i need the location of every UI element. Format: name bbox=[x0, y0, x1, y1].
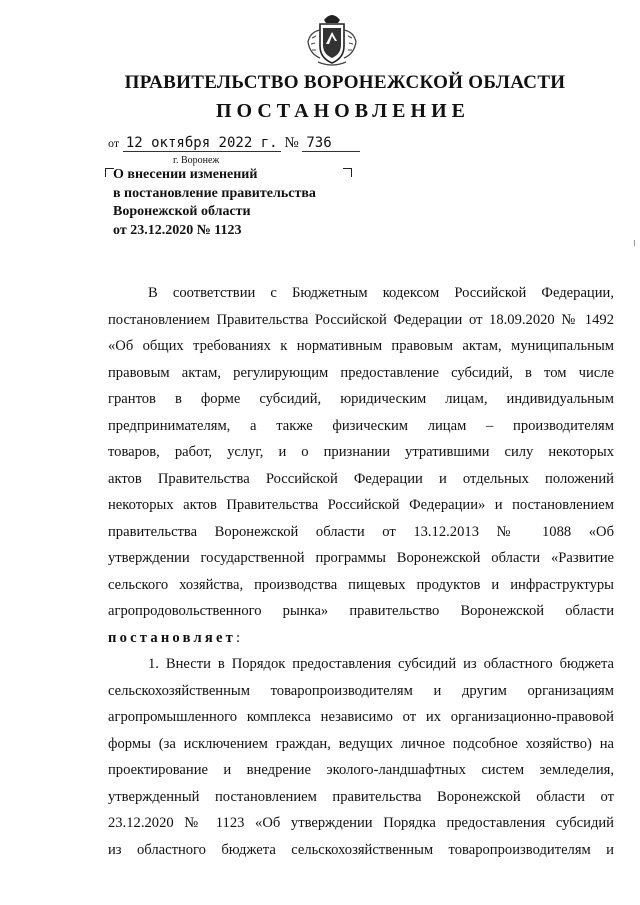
subject-line: от 23.12.2020 № 1123 bbox=[113, 222, 242, 238]
subject-line: О внесении изменений bbox=[113, 167, 258, 182]
document-type: ПОСТАНОВЛЕНИЕ bbox=[216, 100, 470, 122]
body-line: правительства Воронежской области от 13.12.2013 № 1088 «Об bbox=[108, 523, 614, 540]
body-line: товаров, работ, услуг, и о признании утратившими силу некоторых bbox=[108, 444, 614, 460]
body-line: 23.12.2020 № 1123 «Об утверждении Порядка предоставления субсидий bbox=[108, 815, 614, 831]
city-label: г. Воронеж bbox=[173, 155, 220, 166]
document-number: 736 bbox=[302, 135, 360, 152]
document-date: 12 октября 2022 г. bbox=[123, 135, 281, 152]
scan-edge-mark bbox=[634, 240, 635, 246]
subject-block bbox=[113, 166, 348, 240]
number-prefix: № bbox=[284, 135, 299, 151]
body-line: формы (за исключением граждан, ведущих личное подсобное хозяйство) на bbox=[108, 735, 614, 752]
body-line: правовым актам, регулирующим предоставление субсидий, в том числе bbox=[108, 364, 614, 381]
body-line: «Об общих требованиях к нормативным правовым актам, муниципальным bbox=[108, 338, 614, 354]
body-line: 1. Внести в Порядок предоставления субсидий из областного бюджета bbox=[148, 656, 614, 672]
subject-line: в постановление правительства bbox=[113, 185, 316, 201]
body-line: сельского хозяйства, производства пищевых продуктов и инфраструктуры bbox=[108, 576, 614, 593]
subject-line: Воронежской области bbox=[113, 204, 251, 219]
body-line: предпринимателям, а также физическим лицам – производителям bbox=[108, 417, 614, 434]
document-body bbox=[108, 280, 614, 863]
body-line: агропродовольственного рынка» правительство Воронежской области bbox=[108, 603, 614, 619]
body-line: грантов в форме субсидий, юридическим лицам, индивидуальным bbox=[108, 391, 614, 407]
body-line: проектирование и внедрение эколого-ландшафтных систем земледелия, bbox=[108, 762, 614, 778]
body-line: утверждении государственной программы Воронежской области «Развитие bbox=[108, 550, 614, 566]
resolves-colon: : bbox=[236, 629, 241, 646]
date-number-line bbox=[108, 135, 360, 152]
body-line: постановлением Правительства Российской Федерации от 18.09.2020 № 1492 bbox=[108, 311, 614, 328]
resolves-word: постановляет bbox=[108, 629, 236, 646]
date-prefix: от bbox=[108, 136, 120, 150]
resolves-line bbox=[108, 625, 614, 652]
government-title: ПРАВИТЕЛЬСТВО ВОРОНЕЖСКОЙ ОБЛАСТИ bbox=[124, 72, 566, 93]
body-line: сельскохозяйственным товаропроизводителям и другим организациям bbox=[108, 682, 614, 699]
body-line: некоторых актов Правительства Российской Федерации» и постановлением bbox=[108, 497, 614, 513]
body-line: из областного бюджета сельскохозяйственным товаропроизводителям и bbox=[108, 841, 614, 858]
body-line: актов Правительства Российской Федерации и отдельных положений bbox=[108, 470, 614, 487]
body-line: агропромышленного комплекса независимо от их организационно-правовой bbox=[108, 709, 614, 725]
body-line: утвержденный постановлением правительства Воронежской области от bbox=[108, 788, 614, 805]
body-line: В соответствии с Бюджетным кодексом Российской Федерации, bbox=[148, 285, 614, 301]
coat-of-arms-icon bbox=[302, 8, 362, 70]
